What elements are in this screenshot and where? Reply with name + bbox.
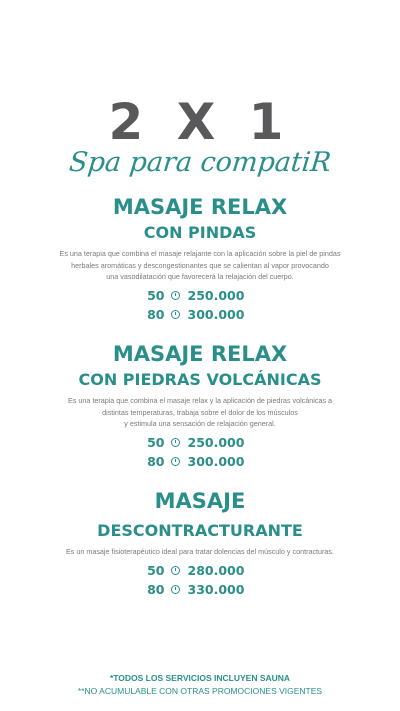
service-description — [46, 395, 354, 430]
description-line: Es una terapia que combina el masaje relax y la aplicación de piedras volcánicas a — [67, 396, 333, 405]
service-subtitle: CON PINDAS — [143, 223, 257, 242]
clock-icon — [171, 457, 180, 466]
clock-icon — [171, 585, 180, 594]
price-amount: 300.000 — [187, 306, 245, 322]
price-list — [0, 433, 400, 471]
promo-title: 2 X 1 — [108, 93, 292, 151]
service-subtitle: DESCONTRACTURANTE — [97, 521, 303, 540]
price-list — [0, 561, 400, 599]
price-row — [0, 580, 400, 599]
service-title: MASAJE RELAX — [112, 195, 288, 219]
service-description — [46, 546, 354, 558]
footer-note-sauna: *TODOS LOS SERVICIOS INCLUYEN SAUNA — [109, 673, 291, 683]
description-line: Es una terapia que combina el masaje relajante con la aplicación sobre la piel de pindas — [59, 249, 341, 258]
price-row — [0, 452, 400, 471]
duration-minutes: 50 — [147, 434, 165, 450]
footer-notes — [0, 672, 400, 698]
service-subtitle: CON PIEDRAS VOLCÁNICAS — [78, 370, 322, 389]
price-amount: 280.000 — [187, 562, 245, 578]
duration-minutes: 80 — [147, 453, 165, 469]
description-line: herbales aromáticas y descongestionantes que se calientan al vapor provocando — [71, 260, 329, 270]
clock-icon — [171, 566, 180, 575]
price-amount: 330.000 — [187, 581, 245, 597]
price-list — [0, 286, 400, 324]
duration-minutes: 50 — [147, 287, 165, 303]
price-row — [0, 433, 400, 452]
clock-icon — [171, 438, 180, 447]
service-title: MASAJE RELAX — [112, 342, 288, 366]
footer-note-promo: **NO ACUMULABLE CON OTRAS PROMOCIONES VIGENTES — [77, 686, 323, 696]
description-line: y estimula una sensación de relajación general. — [124, 419, 276, 428]
price-row — [0, 305, 400, 324]
service-relax-pindas — [0, 193, 400, 324]
price-amount: 250.000 — [187, 434, 245, 450]
price-row — [0, 561, 400, 580]
description-line: Es un masaje fisioterapéutico ideal para tratar dolencias del músculo y contracturas. — [65, 547, 335, 556]
service-title: MASAJE — [154, 489, 246, 513]
description-line: distintas temperaturas, trabaja sobre el dolor de los músculos — [102, 407, 298, 417]
clock-icon — [171, 310, 180, 319]
duration-minutes: 50 — [147, 562, 165, 578]
clock-icon — [171, 291, 180, 300]
service-description — [46, 248, 354, 283]
price-amount: 300.000 — [187, 453, 245, 469]
description-line: una vasodilatación que favorecerá la relajación del cuerpo. — [106, 272, 294, 281]
price-amount: 250.000 — [187, 287, 245, 303]
tagline: Spa para compatiR — [67, 147, 333, 178]
service-descontracturante — [0, 487, 400, 599]
duration-minutes: 80 — [147, 581, 165, 597]
service-relax-piedras — [0, 340, 400, 471]
duration-minutes: 80 — [147, 306, 165, 322]
price-row — [0, 286, 400, 305]
